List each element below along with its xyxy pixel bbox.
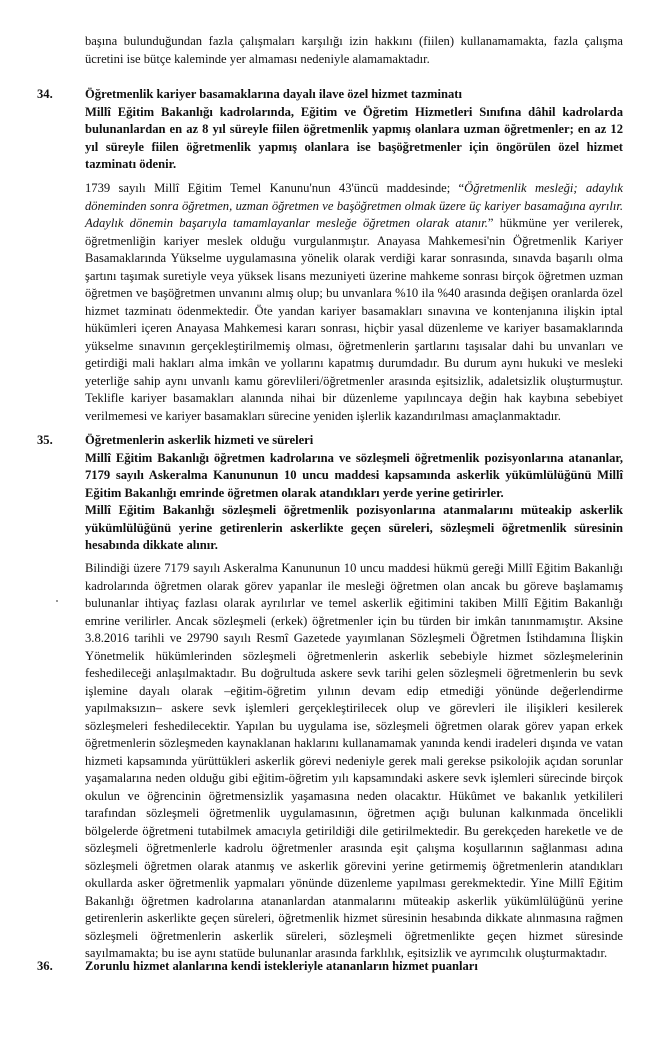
scan-artifact-dot — [56, 600, 58, 602]
section-35-rationale — [85, 560, 623, 963]
rationale-rest: ” hükmüne yer verilerek, öğretmenliğin kariyer meslek olduğu vurgulanmıştır. Anayasa Mahkemesi'nin Öğretmenlik Kariyer Basamaklarında Yükselme uygulamasına yönelik olarak verdiği karar sonrasında, sınavda başarılı olma şartını taşımak suretiyle veya yüksek lisans mezuniyeti üzerine mahkeme sonrası birçok öğretmen uzman öğretmen ve başöğretmen unvanını almış olup; bu unvanlara %10 ila %40 arasında değişen oranlarda özel hizmet tazminatı ödenmektedir. Öte yandan kariyer basamakları sınavına ve kontenjanına ilişkin iptal hükümleri içeren Anayasa Mahkemesi kararı sonrası, hiçbir yasal düzenleme ve kariyer basamaklarında yükselme sınavının gerçekleştirilmemiş olması, öğretmenlerin şartlarını taşısalar dahi bu unvanları ve getirdiği mali hakları alma imkân ve yollarını kapatmış durumdadır. Bu durum aynı hukuki ve mesleki yeterliğe sahip aynı unvanlı kamu görevlileri/öğretmenler arasında eşitsizlik, adaletsizlik oluşturmuştur. Teklifle kariyer basamakları alanında nihai bir düzenleme yapılıncaya değin hak kaybına sebebiyet verilmemesi ve kariyer basamakları sürecine yeniden işlerlik kazandırılması amaçlanmaktadır. — [85, 216, 623, 423]
section-35-title: Öğretmenlerin askerlik hizmeti ve süreleri — [85, 433, 314, 447]
section-35 — [85, 432, 623, 555]
section-35-provision-2: Millî Eğitim Bakanlığı sözleşmeli öğretmenlik pozisyonlarına atanmalarını müteakip askerlik yükümlülüğünü yerine getirenlerin askerlikte geçen süreleri, sözleşmeli öğretmenlik süresinin hesabında dikkate alınır. — [85, 503, 623, 552]
section-number-36: 36. — [37, 959, 53, 973]
section-35-rationale-text: Bilindiği üzere 7179 sayılı Askeralma Kanununun 10 uncu maddesi hükmü gereği Millî Eğitim Bakanlığı kadrolarında öğretmen olarak görev yapanlar ile mesleği öğretmen olan ancak bu göreve başlamamış bulunanlar ihtiyaç fazlası olarak ayrılırlar ve temel askerlik eğitimini takiben Millî Eğitim Bakanlığı emrine verilirler. Ancak sözleşmeli (erkek) öğretmenler için bu türden bir imkân tanınmamıştır. Aksine 3.8.2016 tarihli ve 29790 sayılı Resmî Gazetede yayımlanan Sözleşmeli Öğretmen İstihdamına İlişkin Yönetmelik hükümlerinden sözleşmeli öğretmenlerin askerlik sebebiyle hizmet sözleşmelerinin feshedileceği anlaşılmaktadır. Bu doğrultuda askere sevk tarihi gelen sözleşmeli öğretmenlerin bu sevk işlemine dayalı olarak –eğitim-öğretim yılının devam edip etmediği yönünde değerlendirme yapılmaksızın– askere sevk işlemleri gerçekleştirilecek olup ve görevleri ile ilişikleri kesilerek sözleşmeleri feshedilecektir. Yapılan bu uygulama ise, sözleşmeli öğretmen olarak görev yapan erkek öğretmenlerin sözleşmeden kaynaklanan haklarını kullanamamak yanında kendi iradeleri dışında ve vatan hizmeti kapsamında yürüttükleri askerlik görevi nedeniyle gerek mali gerekse psikolojik açıdan sorunlar yaşamalarına neden olduğu gibi eğitim-öğretim yılı kapsamındaki askere sevk işlemleri sürecinde birçok okulun ve öğrencinin öğretmensizlik yaşamasına neden olacaktır. Hükûmet ve bakanlık yetkilileri tarafından sözleşmeli öğretmenlik uygulamasının, öğretmen açığı bulunan kalkınmada öncelikli bölgelerde öğretmeni tutabilmek amacıyla getirildiği dile getirilmektedir. Bu gerekçeden hareketle ve de sözleşmeli öğretmenlerle kadrolu öğretmenler arasında eşit çalışma koşullarının sağlanması adına sözleşmeli öğretmen olarak atanmış ve askerlik görevini yerine getirmemiş öğretmenlerin atandıkları okullarda asker öğretmenlik yapmaları yönünde düzenleme yapılması gerekmektedir. Yine Millî Eğitim Bakanlığı öğretmen kadrolarına atananlardan atanmalarını müteakip askerlik yükümlülüğünü yerine getirenlerin askerlikte geçen süreleri, öğretmenlik hizmet süresinin hesabında dikkate alınmasına rağmen sözleşmeli öğretmenlerin askerlik süreleri, sözleşmeli öğretmenlikte geçen hizmet süresinde sayılmamakta; bu ise aynı statüde bulunanlar arasında farklılık, eşitsizlik ve ayrımcılık oluşturmaktadır. — [85, 561, 623, 960]
section-34 — [85, 86, 623, 174]
section-35-provision-1: Millî Eğitim Bakanlığı öğretmen kadrolarına ve sözleşmeli öğretmenlik pozisyonlarına atananlar, 7179 sayılı Askeralma Kanununun 10 uncu maddesi kapsamında askerlik yükümlülüğünü Millî Eğitim Bakanlığı emrinde öğretmen olarak atandıkları yerde yerine getirirler. — [85, 450, 623, 500]
section-number-35: 35. — [37, 433, 53, 447]
section-36-title: Zorunlu hizmet alanlarına kendi istekleriyle atananların hizmet puanları — [85, 959, 478, 973]
section-36 — [85, 958, 623, 976]
continuation-text: başına bulunduğundan fazla çalışmaları karşılığı izin hakkını (fiilen) kullanamamakta, fazla çalışma ücretini ise bütçe kaleminde yer almaması nedeniyle alamamaktadır. — [85, 34, 623, 66]
section-number-34: 34. — [37, 87, 53, 101]
section-34-rationale — [85, 180, 623, 425]
section-34-rationale-text — [85, 180, 623, 425]
continuation-paragraph — [85, 33, 623, 68]
quoted-law-text: Öğretmenlik mesleği; adaylık döneminden sonra öğretmen, uzman öğretmen ve başöğretmen olmak üzere üç kariyer basamağına ayrılır. Adaylık dönemin başarıyla tamamlayanlar mesleğe öğretmen olarak atanır. — [85, 181, 624, 230]
section-34-title: Öğretmenlik kariyer basamaklarına dayalı ilave özel hizmet tazminatı — [85, 87, 462, 101]
rationale-intro: 1739 sayılı Millî Eğitim Temel Kanunu'nun 43'üncü maddesinde; “ — [85, 181, 465, 195]
section-34-provision-1: Millî Eğitim Bakanlığı kadrolarında, Eğitim ve Öğretim Hizmetleri Sınıfına dâhil kadrolarda bulunanlardan en az 8 yıl süreyle fiilen öğretmenlik yapmış olanlara uzman öğretmenler; en az 12 yıl süreyle fiilen öğretmenlik yapmış olanlara ise başöğretmenler için öngörülen özel hizmet tazminatı ödenir. — [85, 104, 623, 171]
